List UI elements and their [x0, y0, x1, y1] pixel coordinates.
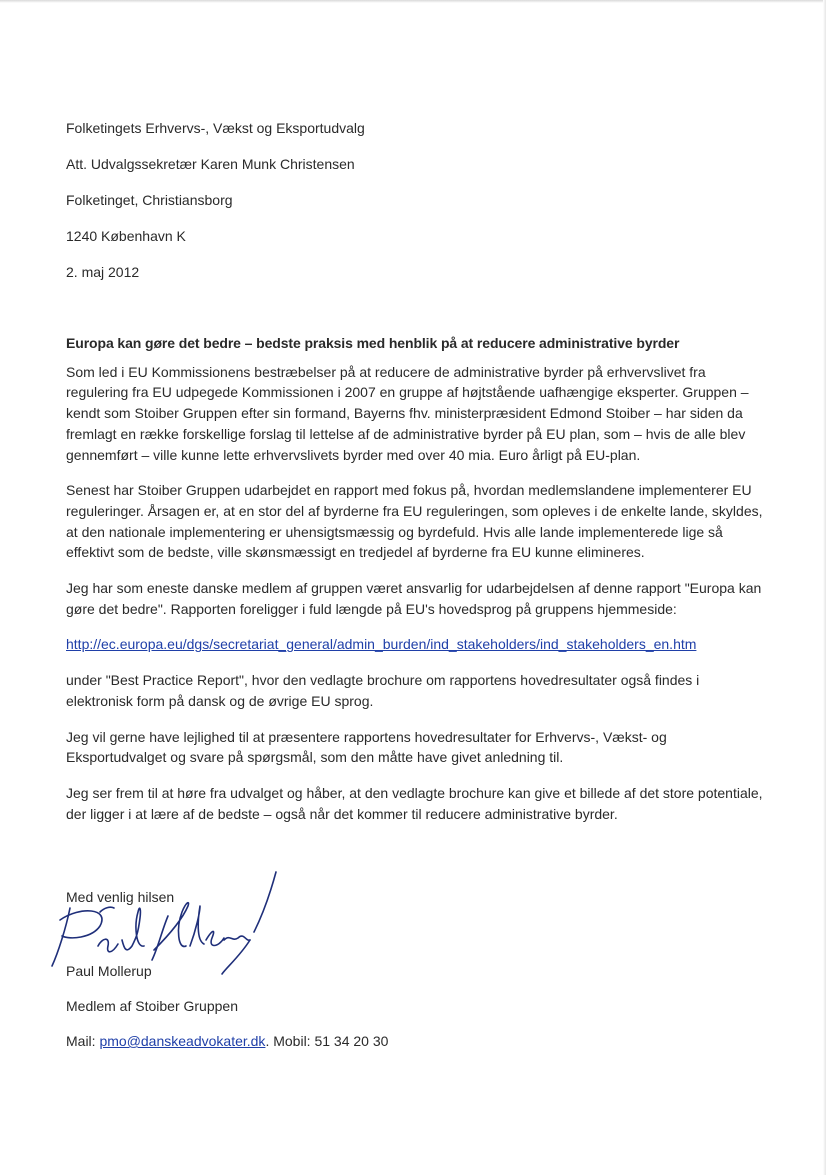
closing-greeting: Med venlig hilsen	[66, 889, 175, 905]
body-paragraph: under "Best Practice Report", hvor den vedlagte brochure om rapportens hovedresultater også findes i elektronisk form på dansk og de øvrige EU sprog.	[66, 672, 700, 709]
scan-edge-top	[0, 0, 826, 3]
letter-subject: Europa kan gøre det bedre – bedste praksis med henblik på at reducere administrative byrder	[66, 335, 680, 351]
mobile-label: Mobil:	[273, 1033, 311, 1049]
report-website-link[interactable]: http://ec.europa.eu/dgs/secretariat_general/admin_burden/ind_stakeholders/ind_stakeholders_en.htm	[66, 636, 697, 653]
email-link[interactable]: pmo@danskeadvokater.dk	[99, 1033, 266, 1049]
recipient-address-block	[66, 119, 666, 299]
closing-greeting-block	[66, 888, 566, 906]
body-paragraph: Jeg ser frem til at høre fra udvalget og håber, at den vedlagte brochure kan give et billede af det store potentiale, der ligger i at lære af de bedste – også når det kommer til reducere administrative byrder.	[66, 784, 763, 822]
mobile-number: 51 34 20 30	[314, 1033, 389, 1049]
body-paragraph: Som led i EU Kommissionens bestræbelser på at reducere de administrative byrder på erhvervslivet fra regulering fra EU udpegede Kommissionen i 2007 en gruppe af højtstående uafhængige eksperter. Gruppen – kendt som Stoiber Gruppen efter sin formand, Bayerns fhv. ministerpræsident Edmond Stoiber – har siden da fremlagt en række forskellige forslag til lettelse af de administrative byrder på EU plan, som – hvis de alle blev gennemført – ville kunne lette erhvervslivets byrder med over 40 mia. Euro årligt på EU-plan.	[66, 363, 749, 463]
signatory-role: Medlem af Stoiber Gruppen	[66, 998, 238, 1014]
mail-separator: .	[265, 1033, 270, 1049]
recipient-postal-city: 1240 København K	[66, 228, 186, 244]
recipient-attention: Att. Udvalgssekretær Karen Munk Christensen	[66, 156, 355, 172]
report-link-line	[66, 634, 766, 655]
letter-date: 2. maj 2012	[66, 264, 140, 280]
signatory-name: Paul Mollerup	[66, 963, 152, 979]
letter-body	[66, 333, 766, 839]
recipient-committee: Folketingets Erhvervs-, Vækst og Eksportudvalg	[66, 120, 365, 136]
body-paragraph: Jeg har som eneste danske medlem af gruppen været ansvarlig for udarbejdelsen af denne rapport "Europa kan gøre det bedre". Rapporten foreligger i fuld længde på EU's hovedsprog på gruppens hjemmeside:	[66, 580, 762, 617]
contact-line	[66, 1032, 388, 1050]
body-paragraph: Jeg vil gerne have lejlighed til at præsentere rapportens hovedresultater for Erhvervs-, Vækst- og Eksportudvalget og svare på spørgsmål, som den måtte have givet anledning til.	[66, 728, 667, 766]
recipient-building: Folketinget, Christiansborg	[66, 192, 233, 208]
mail-label: Mail:	[66, 1033, 96, 1049]
body-paragraph: Senest har Stoiber Gruppen udarbejdet en rapport med fokus på, hvordan medlemslandene implementerer EU reguleringer. Årsagen er, at en stor del af byrderne fra EU reguleringen, som opleves i de enkelte lande, skyldes, at den nationale implementering er uhensigtsmæssig og byrdefuld. Hvis alle lande implementerede lige så effektivt som de bedste, ville skønsmæssigt en tredjedel af byrderne fra EU kunne elimineres.	[66, 482, 763, 561]
